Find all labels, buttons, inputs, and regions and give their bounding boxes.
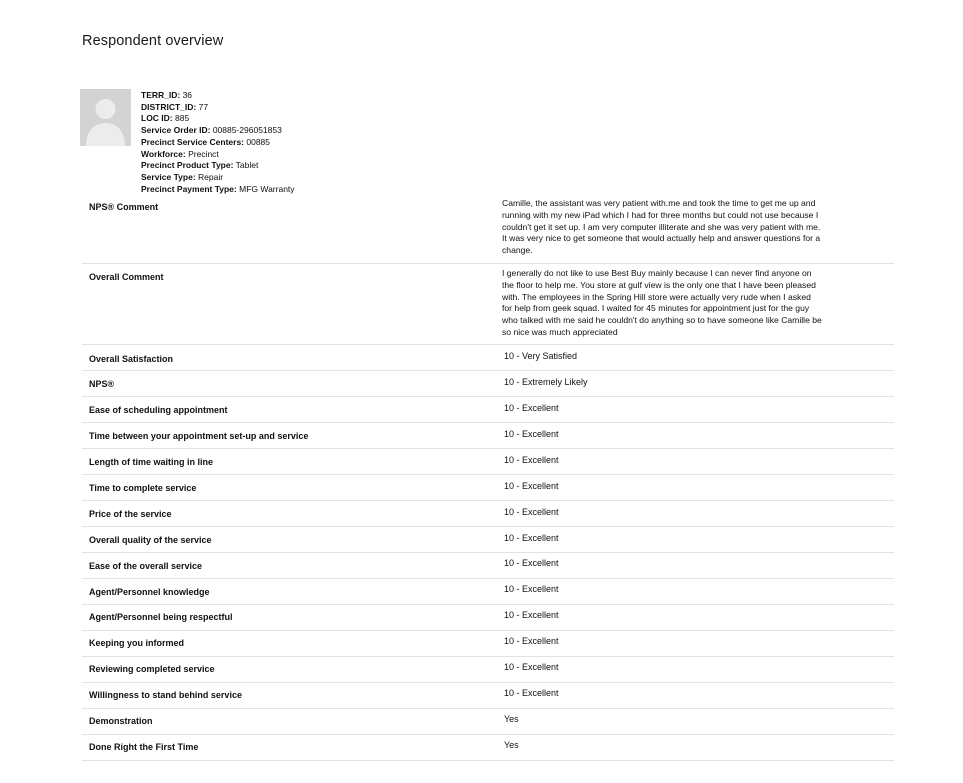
comment-line: Camille, the assistant was very patient with.me and took the time to get me up and (502, 198, 816, 208)
rating-question: Ease of the overall service (89, 561, 203, 571)
page-title: Respondent overview (82, 33, 224, 49)
row-divider (82, 552, 894, 553)
row-divider (82, 682, 894, 683)
row-divider (82, 630, 894, 631)
overall-comment-text (502, 268, 894, 339)
rating-answer: 10 - Very Satisfied (504, 351, 578, 361)
rating-question: Length of time waiting in line (89, 457, 213, 467)
rating-answer: Yes (504, 714, 519, 724)
comment-line: It was very nice to get someone that would actually help and answer questions for a (502, 233, 821, 244)
comment-line: running with my new iPad which I had for three months but could not use because I (502, 209, 819, 220)
row-divider (82, 760, 894, 761)
info-row-precinct-service-centers (141, 137, 295, 149)
rating-question: Time between your appointment set-up and service (89, 431, 309, 441)
rating-answer: 10 - Excellent (504, 429, 559, 439)
info-value: 00885-296051853 (212, 125, 282, 136)
info-label: LOC ID: (141, 113, 173, 124)
comment-line: for help from geek squad. I waited for 45 minutes for appointment just for the guy (502, 303, 810, 314)
rating-question: Agent/Personnel knowledge (89, 587, 210, 597)
row-divider (82, 708, 894, 709)
info-label: Service Type: (141, 171, 196, 182)
info-row-service-order-id (141, 125, 295, 137)
comment-line: so nice was much appreciated (502, 326, 618, 337)
row-divider (82, 370, 894, 371)
rating-answer: 10 - Excellent (504, 403, 559, 413)
person-silhouette-icon (80, 89, 131, 146)
rating-question: Overall Satisfaction (89, 354, 174, 364)
respondent-info (141, 90, 295, 195)
row-divider (82, 604, 894, 605)
rating-answer: 10 - Excellent (504, 584, 559, 594)
rating-answer: 10 - Extremely Likely (504, 377, 588, 387)
info-value: Precinct (188, 148, 219, 159)
rating-question: Keeping you informed (89, 638, 185, 648)
info-label: Precinct Payment Type: (141, 183, 237, 194)
rating-answer: 10 - Excellent (504, 558, 559, 568)
row-divider (82, 263, 894, 264)
info-row-loc-id (141, 113, 295, 125)
row-divider (82, 344, 894, 345)
rating-answer: 10 - Excellent (504, 481, 559, 491)
row-divider (82, 526, 894, 527)
info-row-workforce (141, 149, 295, 161)
info-value: 00885 (246, 136, 271, 147)
row-divider (82, 422, 894, 423)
info-row-precinct-payment-type (141, 184, 295, 196)
nps-comment-label: NPS® Comment (89, 202, 159, 212)
info-label: Precinct Product Type: (141, 160, 234, 171)
info-row-district-id (141, 102, 295, 114)
rating-question: Willingness to stand behind service (89, 690, 242, 700)
rating-question: Time to complete service (89, 483, 197, 493)
info-label: Precinct Service Centers: (141, 136, 244, 147)
nps-comment-text (502, 198, 894, 257)
info-row-service-type (141, 172, 295, 184)
row-divider (82, 396, 894, 397)
row-divider (82, 474, 894, 475)
overall-comment-label: Overall Comment (89, 272, 164, 282)
info-row-terr-id (141, 90, 295, 102)
rating-question: Price of the service (89, 509, 172, 519)
rating-question: NPS® (89, 379, 115, 389)
comment-line: who talked with me said he couldn't do anything so to have someone like Camille be (502, 315, 822, 326)
info-label: DISTRICT_ID: (141, 101, 197, 112)
info-value: 885 (175, 113, 190, 124)
row-divider (82, 500, 894, 501)
info-value: 36 (182, 90, 193, 100)
avatar (80, 89, 131, 146)
info-label: Service Order ID: (141, 125, 211, 136)
rating-answer: 10 - Excellent (504, 610, 559, 620)
comment-line: with. The employees in the Spring Hill store were actually very rude when I asked (502, 291, 811, 302)
rating-question: Done Right the First Time (89, 742, 199, 752)
row-divider (82, 578, 894, 579)
rating-answer: 10 - Excellent (504, 662, 559, 672)
row-divider (82, 734, 894, 735)
rating-answer: Yes (504, 740, 519, 750)
info-value: Repair (198, 171, 224, 182)
row-divider (82, 448, 894, 449)
info-label: TERR_ID: (141, 90, 181, 100)
rating-question: Reviewing completed service (89, 664, 215, 674)
comment-line: change. (502, 245, 533, 256)
row-divider (82, 656, 894, 657)
info-value: Tablet (235, 160, 259, 171)
info-value: 77 (198, 101, 209, 112)
info-value: MFG Warranty (239, 183, 295, 194)
rating-answer: 10 - Excellent (504, 688, 559, 698)
rating-answer: 10 - Excellent (504, 636, 559, 646)
comment-line: couldn't get it set up. I am very computer illiterate and she was very patient with me. (502, 221, 821, 232)
rating-question: Agent/Personnel being respectful (89, 612, 233, 622)
rating-answer: 10 - Excellent (504, 533, 559, 543)
rating-answer: 10 - Excellent (504, 507, 559, 517)
rating-answer: 10 - Excellent (504, 455, 559, 465)
rating-question: Overall quality of the service (89, 535, 212, 545)
info-row-precinct-product-type (141, 160, 295, 172)
rating-question: Ease of scheduling appointment (89, 405, 228, 415)
comment-line: I generally do not like to use Best Buy mainly because I can never find anyone on (502, 268, 812, 278)
comment-line: the floor to help me. You store at gulf view is the only one that I have been pleased (502, 279, 816, 290)
rating-question: Demonstration (89, 716, 153, 726)
info-label: Workforce: (141, 148, 186, 159)
